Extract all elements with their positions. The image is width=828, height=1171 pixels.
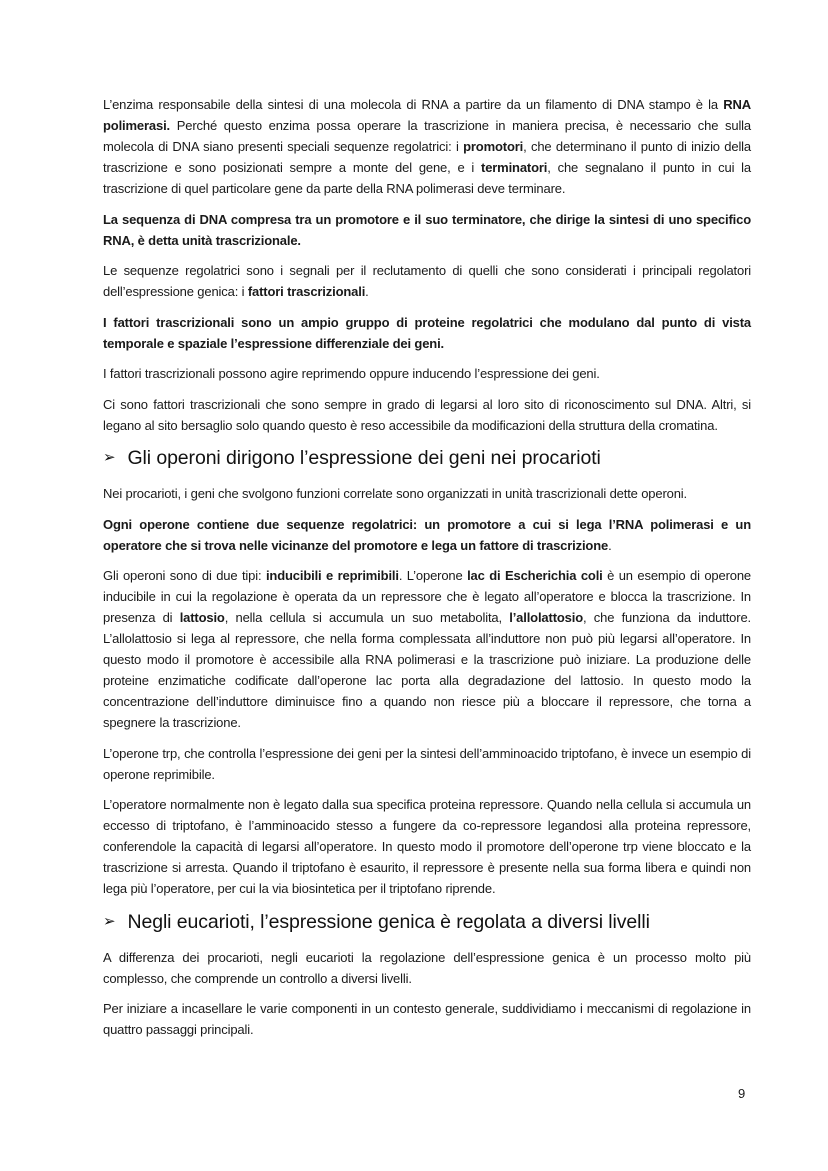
bold-text: lac di Escherichia coli (467, 568, 603, 583)
arrow-bullet-icon: ➢ (103, 449, 116, 466)
bold-text: promotori (463, 139, 524, 154)
page-number: 9 (738, 1086, 746, 1101)
bold-text: I fattori trascrizionali sono un ampio gruppo di proteine regolatrici che modulano dal punto di vista temporale e spaziale l’espressione differenziale dei geni. (103, 314, 751, 351)
heading-text: Gli operoni dirigono l’espressione dei geni nei procarioti (127, 447, 601, 469)
section-heading (103, 909, 751, 937)
text-run: Perché questo enzima possa operare la trascrizione in maniera precisa, è necessario che sulla molecola di DNA siano presenti speciali sequenze regolatrici: i (103, 118, 751, 154)
paragraph (103, 312, 751, 354)
text-run: , nella cellula si accumula un suo metabolita, (224, 610, 510, 625)
text-run: Ci sono fattori trascrizionali che sono sempre in grado di legarsi al loro sito di riconoscimento sul DNA. Altri, si legano al sito bersaglio solo quando questo è reso accessibile da modificazioni della struttura della cromatina. (103, 396, 751, 433)
paragraph (103, 565, 751, 733)
bold-text: l’allolattosio (509, 610, 583, 625)
text-run: . (608, 537, 612, 553)
bold-text: inducibili e reprimibili (265, 568, 399, 583)
bold-text: fattori trascrizionali (247, 284, 366, 299)
text-run: , che funziona da induttore. L’allolattosio si lega al repressore, che nella forma complessata all’induttore non può più legarsi all’operatore. In questo modo il promotore è accessibile alla RNA polimerasi e la trascrizione può iniziare. La produzione delle proteine enzimatiche codificate dall’operone lac porta alla degradazione del lattosio. In questo modo la concentrazione dell’induttore diminuisce fino a quando non riesce più a bloccare il repressore, che torna a spegnere la trascrizione. (103, 610, 751, 730)
text-run: Le sequenze regolatrici sono i segnali per il reclutamento di quelli che sono considerati i principali regolatori dell’espressione genica: i (103, 263, 751, 299)
text-run: L’enzima responsabile della sintesi di una molecola di RNA a partire da un filamento di DNA stampo è la (103, 97, 724, 112)
bold-text: La sequenza di DNA compresa tra un promotore e il suo terminatore, che dirige la sintesi di uno specifico RNA, è detta unità trascrizionale. (103, 211, 751, 248)
bold-text: Ogni operone contiene due sequenze regolatrici: un promotore a cui si lega l’RNA polimerasi e un operatore che si trova nelle vicinanze del promotore e lega un fattore di trascrizione (103, 516, 751, 553)
arrow-bullet-icon: ➢ (103, 912, 116, 930)
paragraph (103, 483, 751, 504)
text-run: I fattori trascrizionali possono agire reprimendo oppure inducendo l’espressione dei geni. (103, 366, 600, 381)
text-run: L’operone trp, che controlla l’espressione dei geni per la sintesi dell’amminoacido triptofano, è invece un esempio di operone reprimibile. (103, 745, 751, 782)
paragraph (103, 394, 751, 436)
paragraph (103, 94, 751, 199)
bold-text: lattosio (179, 610, 225, 625)
text-run: , che segnalano il punto in cui la trascrizione di quel particolare gene da parte della RNA polimerasi deve terminare. (103, 160, 751, 196)
paragraph (103, 363, 751, 384)
text-run: . L’operone (398, 568, 468, 583)
bold-text: RNA polimerasi. (103, 97, 751, 133)
paragraph (103, 260, 751, 302)
text-run: Nei procarioti, i geni che svolgono funzioni correlate sono organizzati in unità trascrizionali dette operoni. (103, 486, 688, 501)
text-run: A differenza dei procarioti, negli eucarioti la regolazione dell’espressione genica è un processo molto più complesso, che comprende un controllo a diversi livelli. (103, 949, 751, 986)
bold-text: terminatori (481, 160, 548, 175)
document-page (103, 94, 751, 1050)
text-run: Per iniziare a incasellare le varie componenti in un contesto generale, suddividiamo i meccanismi di regolazione in quattro passaggi principali. (103, 1001, 751, 1037)
text-run: . (365, 284, 369, 299)
section-heading (103, 445, 751, 473)
text-run: , che determinano il punto di inizio della trascrizione e sono posizionati sempre a monte del gene, e i (103, 139, 752, 175)
paragraph (103, 998, 751, 1040)
paragraph (103, 514, 751, 556)
heading-text: Negli eucarioti, l’espressione genica è regolata a diversi livelli (127, 910, 650, 933)
text-run: Gli operoni sono di due tipi: (103, 568, 266, 583)
text-run: L’operatore normalmente non è legato dalla sua specifica proteina repressore. Quando nella cellula si accumula un eccesso di triptofano, è l’amminoacido stesso a fungere da co-repressore legandosi alla proteina repressore, conferendole la capacità di legarsi all’operatore. In questo modo il promotore dell’operone trp viene bloccato e la trascrizione si arresta. Quando il triptofano è esaurito, il repressore è presente nella sua forma libera e quindi non lega più l’operatore, per cui la via biosintetica per il triptofano riprende. (103, 797, 751, 896)
paragraph (103, 209, 751, 251)
paragraph (103, 947, 751, 989)
text-run: è un esempio di operone inducibile in cui la regolazione è operata da un repressore che è legato all’operatore e blocca la trascrizione. In presenza di (103, 568, 751, 625)
paragraph (103, 743, 751, 785)
paragraph (103, 794, 751, 899)
